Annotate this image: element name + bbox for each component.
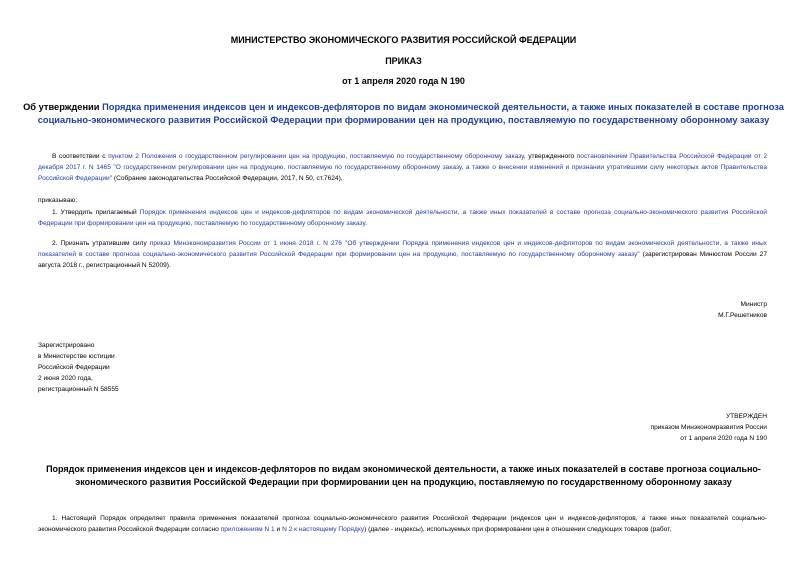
ministry-heading: МИНИСТЕРСТВО ЭКОНОМИЧЕСКОГО РАЗВИТИЯ РОССИЙСКОЙ ФЕДЕРАЦИИ	[230, 35, 577, 45]
point-1-paragraph	[38, 513, 767, 535]
item-1-paragraph	[38, 207, 767, 229]
point-1-text-1: 1. Настоящий Порядок определяет правила применения показателей прогноза социально-экономического развития Российской Федерации (индексов цен и индексов-дефляторов, а также иных показателей социально-экономического развития Российской Федерации согласно	[38, 515, 767, 533]
registration-line: 2 июня 2020 года,	[38, 375, 93, 382]
procedure-link[interactable]: Порядка применения индексов цен и индексов-дефляторов по видам экономической деятельности, а также иных показателей в составе прогноза социально-экономического развития Российской Федерации при формировании цен на продукцию, поставляемую по государственному оборонному заказу	[37, 102, 784, 125]
regulation-clause-link[interactable]: пунктом 2 Положения о государственном регулировании цен на продукцию, поставляемую по государственному оборонному заказу	[108, 153, 524, 160]
government-decree-link[interactable]: постановлением Правительства Российской Федерации от 2 декабря 2017 г. N 1465 "О государственном регулировании цен на продукцию, поставляемую по государственному оборонному заказу, а также о внесении изменений и признании утратившими силу некоторых актов Правительства Российской Федерации"	[38, 153, 768, 182]
registration-line: Зарегистрировано	[38, 342, 95, 349]
registration-line: регистрационный N 58555	[38, 386, 119, 393]
orders-word: приказываю:	[38, 197, 78, 204]
order-title-prefix: Об утверждении	[23, 102, 103, 112]
item-2-text-2: (зарегистрирован Минюстом России 27 августа 2018 г., регистрационный N 52009).	[38, 251, 767, 269]
approval-block	[651, 411, 768, 444]
approval-line: от 1 апреля 2020 года N 190	[680, 435, 767, 442]
signature-position: Министр	[740, 301, 767, 308]
registration-line: в Министерстве юстиции	[38, 353, 115, 360]
preamble-paragraph	[38, 151, 767, 184]
item-2-paragraph	[38, 238, 767, 271]
item-1-text-2: .	[365, 220, 367, 227]
point-1-text-2: и	[274, 526, 283, 533]
approval-line: УТВЕРЖДЕН	[725, 413, 767, 420]
order-heading: ПРИКАЗ	[385, 56, 422, 66]
procedure-appendix-link[interactable]: Порядок применения индексов цен и индексов-дефляторов по видам экономической деятельности, а также иных показателей в составе прогноза социально-экономического развития Российской Федерации при формировании цен на продукцию, поставляемую по государственному оборонному заказу	[38, 209, 767, 227]
item-2-text-1: 2. Признать утратившим силу	[52, 240, 150, 247]
procedure-title: Порядок применения индексов цен и индексов-дефляторов по видам экономической деятельности, а также иных показателей в составе прогноза социально-экономического развития Российской Федерации при формировании цен на продукцию, поставляемую по государственному оборонному заказу	[46, 464, 761, 487]
appendix-1-link[interactable]: приложениям N 1	[220, 526, 275, 533]
preamble-text-1: В соответствии с	[52, 153, 109, 160]
registration-line: Российской Федерации	[38, 364, 110, 371]
appendix-2-link[interactable]: N 2 к настоящему Порядку	[282, 526, 365, 533]
preamble-text-3: (Собрание законодательства Российской Федерации, 2017, N 50, ст.7624),	[112, 175, 343, 182]
registration-block	[38, 340, 119, 395]
item-1-text-1: 1. Утвердить прилагаемый	[52, 209, 140, 216]
order-date: от 1 апреля 2020 года N 190	[342, 76, 465, 86]
order-title	[20, 101, 787, 126]
approval-line: приказом Минэкономразвития России	[650, 424, 767, 431]
signature-name: М.Г.Решетников	[718, 312, 767, 319]
signature-block	[718, 299, 767, 321]
repealed-order-link[interactable]: приказ Минэкономразвития России от 1 июня 2018 г. N 276 "Об утверждении Порядка применения индексов цен и индексов-дефляторов по видам экономической деятельности, а также иных показателей в составе прогноза социально-экономического развития Российской Федерации при формировании цен на продукцию, поставляемую по государственному оборонному заказу"	[38, 240, 767, 258]
preamble-text-2: , утвержденного	[523, 153, 577, 160]
point-1-text-3: ) (далее - индексы), используемых при формировании цен в отношении следующих товаров (работ,	[364, 526, 672, 533]
